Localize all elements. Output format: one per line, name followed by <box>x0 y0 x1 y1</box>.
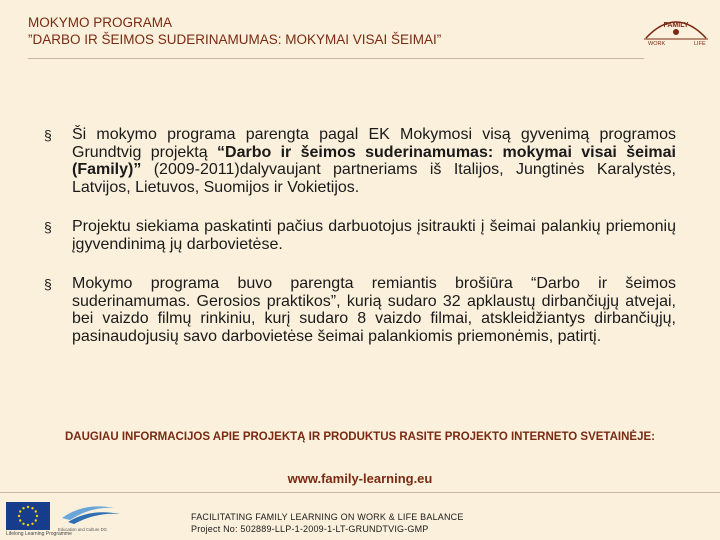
logo-left-text: WORK <box>648 41 666 46</box>
bullet-list <box>44 126 676 367</box>
website-link[interactable]: www.family-learning.eu <box>287 471 433 486</box>
logo-top-text: FAMILY <box>663 22 689 29</box>
footer-line-1: FACILITATING FAMILY LEARNING ON WORK & LIFE BALANCE <box>191 512 464 522</box>
footer-line-2: Project No: 502889-LLP-1-2009-1-LT-GRUNDTVIG-GMP <box>191 523 429 534</box>
page-title <box>28 14 441 48</box>
bullet-item-2 <box>44 218 676 253</box>
bullet-1-text-b: (2009-2011)dalyvaujant partneriams iš Italijos, Jungtinės Karalystės, Latvijos, Lietuvos, Suomijos ir Vokietijos. <box>72 161 676 196</box>
header-divider <box>28 58 644 59</box>
bullet-1-bold: “Darbo ir šeimos suderinamumas: mokymai visai šeimai (Family)” <box>72 143 677 178</box>
square-bullet-icon: § <box>44 276 52 292</box>
bullet-item-3 <box>44 275 676 345</box>
square-bullet-icon: § <box>44 219 52 235</box>
bullet-3-text: Mokymo programa buvo parengta remiantis brošiūra “Darbo ir šeimos suderinamumas. Gerosios praktikos”, kurią sudaro 32 apklaustų dirbančiųjų atvejai, bei vaizdo filmų rinkiniu, kurį sudaro 8 vaizdo filmai, atskleidžiantys dirbančiųjų, pasinaudojusių savo darbovietėse šeimai palankiomis priemonėmis, patirtį. <box>72 275 676 345</box>
bullet-item-1 <box>44 126 676 196</box>
llp-logo-icon <box>54 500 134 534</box>
footer-divider <box>0 492 720 493</box>
family-logo <box>640 12 712 46</box>
title-line-2: ”DARBO IR ŠEIMOS SUDERINAMUMAS: MOKYMAI VISAI ŠEIMAI” <box>28 32 442 47</box>
square-bullet-icon: § <box>44 127 52 143</box>
llp-label: Lifelong Learning Programme <box>6 531 72 537</box>
bullet-2-text: Projektu siekiama paskatinti pačius darbuotojus įsitraukti į šeimai palankių priemonių įgyvendinimą jų darbovietėse. <box>72 218 676 253</box>
more-info-text: DAUGIAU INFORMACIJOS APIE PROJEKTĄ IR PRODUKTUS RASITE PROJEKTO INTERNETO SVETAINĖJE: <box>65 431 655 443</box>
llp-small-text: Education and Culture DG <box>58 527 107 532</box>
footer-text <box>191 512 464 535</box>
title-line-1: MOKYMO PROGRAMA <box>28 15 173 30</box>
logo-right-text: LIFE <box>694 41 706 46</box>
eu-flag-icon <box>6 502 50 530</box>
bullet-1-text-a: Ši mokymo programa parengta pagal EK Mokymosi visą gyvenimą programos Grundtvig projektą <box>72 126 676 161</box>
